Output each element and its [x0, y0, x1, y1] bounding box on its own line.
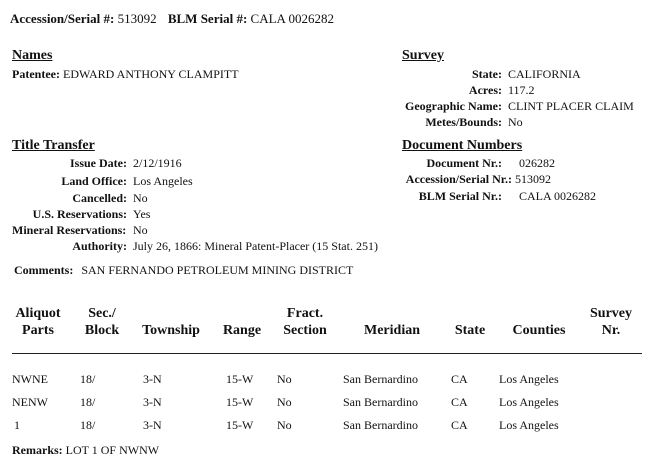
col-aliquot-parts-line2: Parts — [22, 323, 54, 338]
col-counties — [500, 305, 578, 339]
comments-row — [14, 264, 353, 276]
blm-serial-nr-value: CALA 0026282 — [519, 189, 597, 203]
cell-township: 3-N — [143, 418, 162, 432]
title-transfer-heading: Title Transfer — [12, 138, 95, 153]
col-meridian — [348, 305, 436, 339]
cell-range: 15-W — [226, 418, 254, 432]
cell-fract-section: No — [277, 418, 292, 432]
cell-counties: Los Angeles — [499, 418, 559, 432]
patentee-value: EDWARD ANTHONY CLAMPITT — [62, 67, 239, 81]
cell-meridian: San Bernardino — [343, 418, 418, 432]
cell-state: CA — [451, 395, 468, 409]
issue-date-value: 2/12/1916 — [133, 156, 182, 170]
cell-fract-section: No — [277, 395, 292, 409]
col-range-line2: Range — [222, 323, 262, 338]
names-heading: Names — [12, 48, 53, 63]
us-reservations-value: Yes — [133, 207, 151, 221]
patentee-label: Patentee: — [12, 67, 60, 81]
cell-fract-section: No — [277, 372, 292, 386]
survey-acres-label: Acres: — [468, 83, 502, 97]
cell-township: 3-N — [143, 372, 162, 386]
blm-serial-nr-label: BLM Serial Nr.: — [418, 189, 502, 203]
survey-metes-bounds-value: No — [508, 115, 523, 129]
col-sec-block-line1: Sec./ — [88, 306, 116, 321]
blm-serial-label: BLM Serial #: — [167, 11, 248, 26]
comments-label: Comments: — [14, 263, 74, 277]
cell-range: 15-W — [226, 395, 254, 409]
col-range-line1 — [212, 305, 272, 322]
col-township-line1 — [132, 305, 210, 322]
col-counties-line2: Counties — [512, 323, 566, 338]
document-numbers-heading: Document Numbers — [402, 138, 523, 153]
cell-sec-block: 18/ — [80, 372, 96, 386]
cell-aliquot: NWNE — [12, 372, 48, 386]
col-state-line1 — [442, 305, 498, 322]
cell-sec-block: 18/ — [80, 395, 96, 409]
survey-geographic-name-label: Geographic Name: — [405, 99, 502, 113]
record-header — [10, 12, 334, 25]
survey-state-label: State: — [472, 67, 502, 81]
cell-counties: Los Angeles — [499, 395, 559, 409]
authority-value: July 26, 1866: Mineral Patent-Placer (15 Stat. 251) — [133, 239, 378, 253]
col-fract-section-line1: Fract. — [286, 306, 324, 321]
cell-range: 15-W — [226, 372, 254, 386]
cell-meridian: San Bernardino — [343, 395, 418, 409]
cell-sec-block: 18/ — [80, 418, 96, 432]
survey-heading: Survey — [402, 48, 444, 63]
col-sec-block — [72, 305, 132, 339]
document-nr-value: 026282 — [519, 156, 555, 170]
col-fract-section-line2: Section — [283, 323, 327, 338]
accession-value: 513092 — [117, 11, 157, 26]
cell-township: 3-N — [143, 395, 162, 409]
issue-date-label: Issue Date: — [70, 156, 127, 170]
us-reservations-label: U.S. Reservations: — [32, 207, 127, 221]
col-meridian-line1 — [348, 305, 436, 322]
col-aliquot-parts-line1: Aliquot — [15, 306, 61, 321]
table-header-rule — [12, 353, 642, 354]
accession-serial-nr-value: 513092 — [515, 172, 551, 186]
cell-aliquot: 1 — [14, 418, 20, 432]
col-counties-line1 — [500, 305, 578, 322]
land-office-value: Los Angeles — [133, 174, 193, 188]
col-township-line2: Township — [142, 323, 200, 338]
col-state-line2: State — [454, 323, 486, 338]
survey-geographic-name-value: CLINT PLACER CLAIM — [508, 99, 634, 113]
cancelled-value: No — [133, 191, 148, 205]
col-range — [212, 305, 272, 339]
cancelled-label: Cancelled: — [72, 191, 127, 205]
col-fract-section — [272, 305, 338, 339]
col-aliquot-parts — [6, 305, 70, 339]
col-state — [442, 305, 498, 339]
authority-label: Authority: — [72, 239, 127, 253]
survey-metes-bounds-label: Metes/Bounds: — [425, 115, 502, 129]
blm-serial-value: CALA 0026282 — [250, 11, 334, 26]
col-survey-nr — [580, 305, 642, 339]
document-nr-label: Document Nr.: — [426, 156, 502, 170]
accession-label: Accession/Serial #: — [10, 11, 115, 26]
remarks-label: Remarks: — [12, 443, 63, 457]
col-meridian-line2: Meridian — [364, 323, 420, 338]
col-sec-block-line2: Block — [84, 323, 120, 338]
remarks-row — [12, 444, 159, 456]
patentee-row — [12, 68, 239, 80]
cell-meridian: San Bernardino — [343, 372, 418, 386]
mineral-reservations-label: Mineral Reservations: — [12, 223, 127, 237]
cell-state: CA — [451, 372, 468, 386]
comments-value: SAN FERNANDO PETROLEUM MINING DISTRICT — [81, 263, 354, 277]
land-office-label: Land Office: — [61, 174, 127, 188]
cell-aliquot: NENW — [12, 395, 48, 409]
mineral-reservations-value: No — [133, 223, 148, 237]
survey-state-value: CALIFORNIA — [508, 67, 581, 81]
cell-state: CA — [451, 418, 468, 432]
col-survey-nr-line2: Nr. — [601, 323, 621, 338]
col-survey-nr-line1: Survey — [590, 306, 632, 321]
col-township — [132, 305, 210, 339]
cell-counties: Los Angeles — [499, 372, 559, 386]
survey-acres-value: 117.2 — [508, 83, 535, 97]
accession-serial-nr-label: Accession/Serial Nr.: — [405, 172, 512, 186]
remarks-value: LOT 1 OF NWNW — [65, 443, 160, 457]
